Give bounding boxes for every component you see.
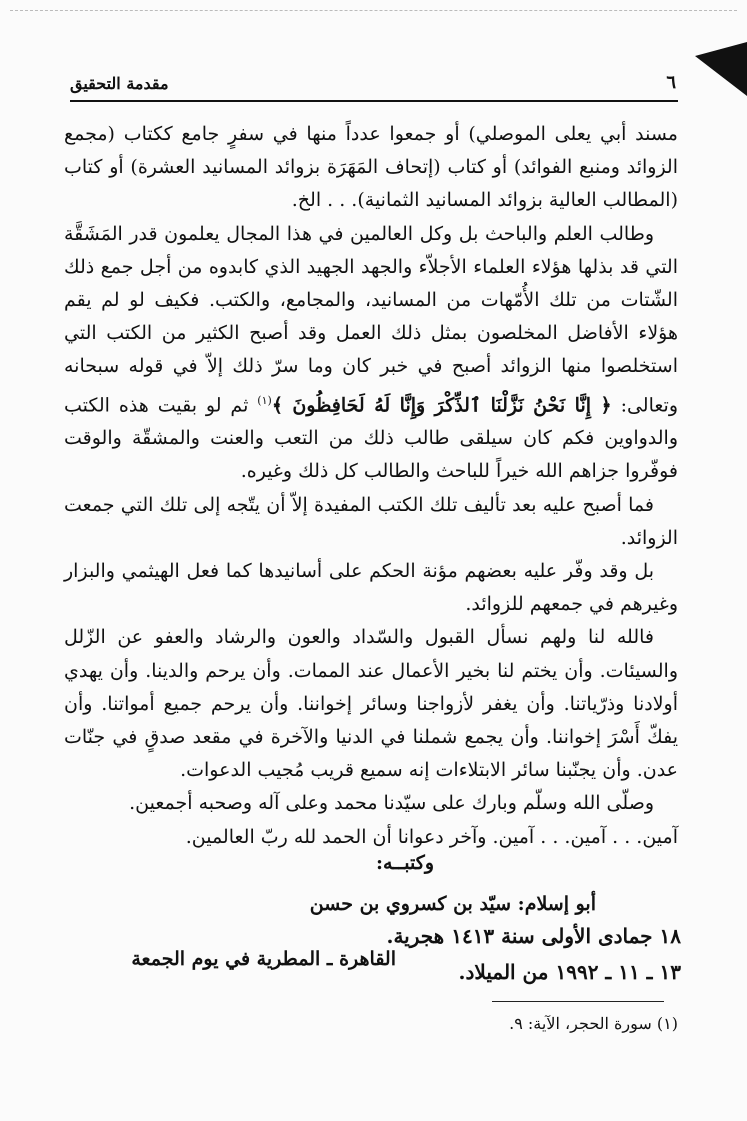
paragraph-2 — [64, 218, 678, 489]
paragraph-3: فما أصبح عليه بعد تأليف تلك الكتب المفيدة إلاّ أن يتّجه إلى تلك التي جمعت الزوائد. — [64, 493, 678, 549]
paragraph-5: فالله لنا ولهم نسأل القبول والسّداد والعون والرشاد والعفو عن الزّلل والسيئات. وأن يختم لنا بخير الأعمال عند الممات. وأن يرحم والدينا. وأن يهدي أولادنا وذرّياتنا. وأن يغفر لأزواجنا وسائر إخواننا. وأن يرحم جميع أمواتنا. وأن يفكّ أَسْرَ إخواننا. وأن يجمع شملنا في الدنيا والآخرة في مقعد صدقٍ في جنّات عدن. وأن يجنّبنا سائر الابتلاءات إنه سميع قريب مُجيب الدعوات. — [64, 626, 678, 782]
footnote-reference: (١) — [257, 393, 272, 407]
after-verse-text: ثم لو بقيت هذه الكتب والدواوين فكم كان سيلقى طالب ذلك من التعب والعنت والمشقّة والوقت فوفّروا جزاهم الله خيراً للباحث والطالب كل ذلك وغيره. — [64, 393, 678, 483]
signature-name: أبو إسلام: سيّد بن كسروي بن حسن — [309, 893, 596, 915]
signature-gregorian-date: ١٣ ـ ١١ ـ ١٩٩٢ من الميلاد. — [458, 960, 681, 984]
quran-verse: ﴿ إِنَّا نَحْنُ نَزَّلْنَا ٱلذِّكْرَ وَإِنَّا لَهُ لَحَافِظُونَ ﴾ — [271, 393, 612, 416]
page-number: ٦ — [666, 72, 676, 93]
paragraph-4: بل وقد وفّر عليه بعضهم مؤنة الحكم على أسانيدها كما فعل الهيثمي والبزار وغيرهم في جمعهم للزوائد. — [64, 559, 678, 616]
scan-edge-dots — [10, 10, 737, 17]
signature-place: القاهرة ـ المطرية في يوم الجمعة — [131, 948, 396, 970]
paragraph-2-text: وطالب العلم والباحث بل وكل العالمين في هذا المجال يعلمون قدر المَشَقَّة التي قد بذلها هؤلاء العلماء الأجلاّء والجهد الجهيد الذي كابدوه من أجل جمع ذلك الشّتات من تلك الأُمّهات من المسانيد، والمجامع، والكتب. فكيف لو لم يقم هؤلاء الأفاضل المخلصون بمثل ذلك العمل وقد أصبح الكثير من الكتب التي استخلصوا منها الزوائد أصبح في خبر كان وما سرّ ذلك إلاّ في قوله سبحانه وتعالى: — [64, 222, 679, 416]
scan-corner-shadow — [695, 42, 747, 96]
signature-hijri-date: ١٨ جمادى الأولى سنة ١٤١٣ هجرية. — [386, 924, 681, 948]
running-title: مقدمة التحقيق — [70, 74, 169, 93]
page-header — [70, 72, 678, 102]
paragraph-6: وصلّى الله وسلّم وبارك على سيّدنا محمد وعلى آله وصحبه أجمعين. — [129, 792, 654, 815]
paragraph-7: آمين. . . آمين. . . آمين. وآخر دعوانا أن الحمد لله ربّ العالمين. — [185, 825, 678, 848]
main-text — [64, 118, 678, 854]
footnote-separator — [492, 1001, 664, 1002]
paragraph-1: مسند أبي يعلى الموصلي) أو جمعوا عدداً منها في سفرٍ جامع ككتاب (مجمع الزوائد ومنبع الفوائد) أو كتاب (إتحاف المَهَرَة بزوائد المسانيد العشرة) أو كتاب (المطالب العالية بزوائد المسانيد الثمانية). . . الخ. — [64, 123, 678, 212]
signature-kataba: وكتبــه: — [375, 852, 434, 874]
footnote: (١) سورة الحجر، الآية: ٩. — [509, 1014, 678, 1033]
